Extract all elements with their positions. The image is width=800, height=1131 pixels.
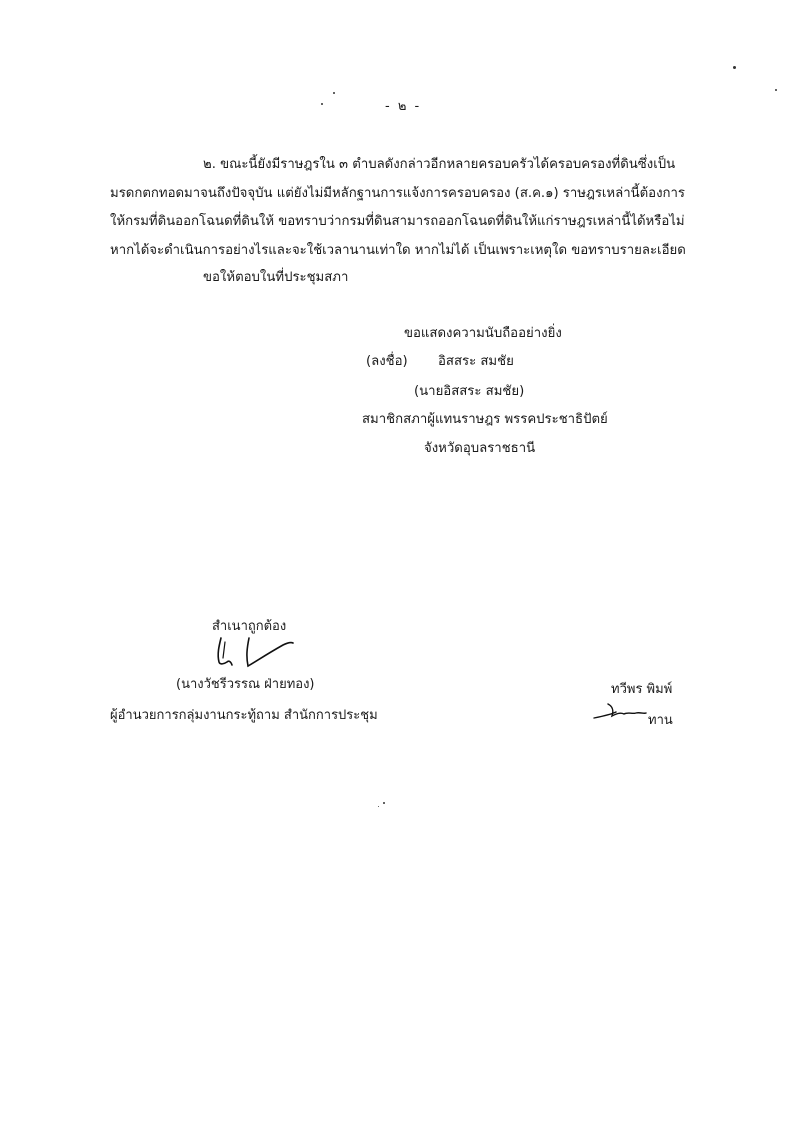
- paragraph-line-3: ให้กรมที่ดินออกโฉนดที่ดินให้ ขอทราบว่ากรมที่ดินสามารถออกโฉนดที่ดินให้แก่ราษฎรเหล่านี้ได้หรือไม่: [110, 214, 685, 229]
- checker-label: ทาน: [648, 713, 673, 728]
- closing-salutation: ขอแสดงความนับถืออย่างยิ่ง: [404, 326, 562, 341]
- certifier-position: ผู้อำนวยการกลุ่มงานกระทู้ถาม สำนักการประชุม: [110, 708, 378, 723]
- typist-name: ทวีพร พิมพ์: [611, 682, 673, 697]
- signer-position: สมาชิกสภาผู้แทนราษฎร พรรคประชาธิปัตย์: [362, 412, 608, 427]
- paragraph-line-1: ๒. ขณะนี้ยังมีราษฎรใน ๓ ตำบลดังกล่าวอีกหลายครอบครัวได้ครอบครองที่ดินซึ่งเป็น: [203, 157, 676, 172]
- copy-certified-label: สำเนาถูกต้อง: [212, 619, 287, 634]
- handwritten-signature: [205, 632, 300, 672]
- signer-name-parenthesized: (นายอิสสระ สมชัย): [414, 384, 525, 399]
- checker-initials-mark: [590, 700, 648, 724]
- scan-speck: [383, 802, 385, 804]
- certifier-name: (นางวัชรีวรรณ ฝ่ายทอง): [176, 677, 315, 692]
- paragraph-line-5: ขอให้ตอบในที่ประชุมสภา: [203, 270, 349, 285]
- page-number: - ๒ -: [385, 99, 422, 114]
- signer-province: จังหวัดอุบลราชธานี: [424, 441, 536, 456]
- scan-speck: [733, 66, 736, 69]
- paragraph-line-4: หากได้จะดำเนินการอย่างไรและจะใช้เวลานานเท่าใด หากไม่ได้ เป็นเพราะเหตุใด ขอทราบรายละเอียด: [110, 243, 686, 258]
- signed-label: (ลงชื่อ): [366, 354, 408, 369]
- scan-speck: [378, 806, 379, 807]
- scan-speck: [333, 92, 335, 94]
- signer-name: อิสสระ สมชัย: [438, 354, 514, 369]
- scan-speck: [775, 89, 777, 91]
- paragraph-line-2: มรดกตกทอดมาจนถึงปัจจุบัน แต่ยังไม่มีหลักฐานการแจ้งการครอบครอง (ส.ค.๑) ราษฎรเหล่านี้ต้องการ: [110, 186, 686, 201]
- scan-speck: [321, 103, 323, 105]
